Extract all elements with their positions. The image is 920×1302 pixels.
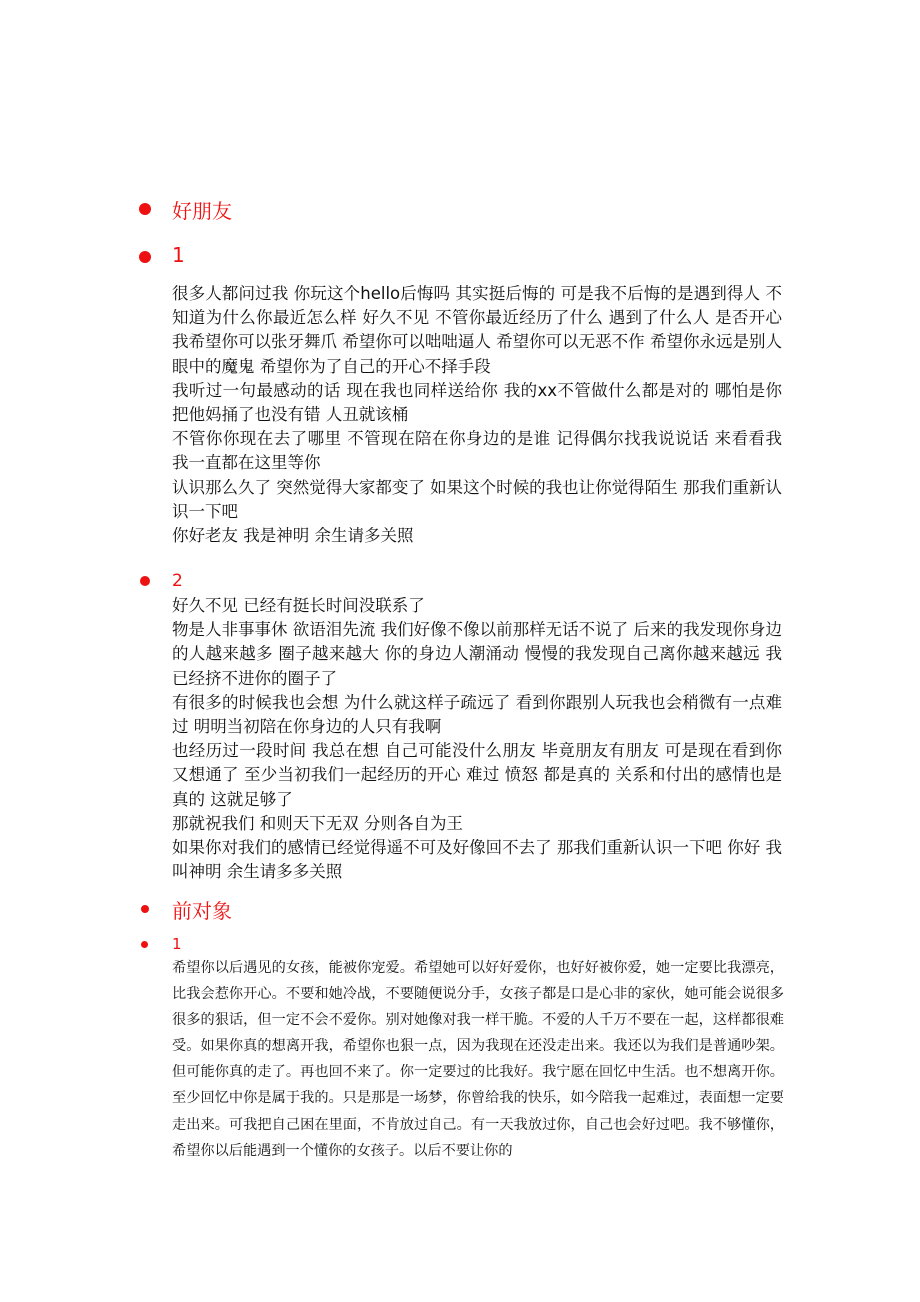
paragraph: 很多人都问过我 你玩这个hello后悔吗 其实挺后悔的 可是我不后悔的是遇到得人 不知道为什么你最近怎么样 好久不见 不管你最近经历了什么 遇到了什么人 是否开心 我希望你可以张牙舞爪 希望你可以咄咄逼人 希望你可以无恶不作 希望你永远是别人眼中的魔鬼 希望你为了自己的开心不择手段 (172, 284, 782, 376)
paragraph: 希望你以后遇见的女孩，能被你宠爱。希望她可以好好爱你，也好好被你爱，她一定要比我漂亮，比我会惹你开心。不要和她冷战，不要随便说分手，女孩子都是口是心非的家伙，她可能会说很多很多的狠话，但一定不会不爱你。别对她像对我一样干脆。不爱的人千万不要在一起，这样都很难受。如果你真的想离开我，希望你也狠一点，因为我现在还没走出来。我还以为我们是普通吵架。但可能你真的走了。再也回不来了。你一定要过的比我好。我宁愿在回忆中生活。也不想离开你。至少回忆中你是属于我的。只是那是一场梦，你曾给我的快乐，如今陪我一起难过，表面想一定要走出来。可我把自己困在里面，不肯放过自己。有一天我放过你，自己也会好过吧。我不够懂你，希望你以后能遇到一个懂你的女孩子。以后不要让你的 (172, 960, 784, 1159)
paragraph: 不管你你现在去了哪里 不管现在陪在你身边的是谁 记得偶尔找我说说话 来看看我 我一直都在这里等你 (172, 429, 782, 473)
paragraph: 也经历过一段时间 我总在想 自己可能没什么朋友 毕竟朋友有朋友 可是现在看到你又想通了 至少当初我们一起经历的开心 难过 愤怒 都是真的 关系和付出的感情也是真的 这就足够了 (172, 741, 782, 809)
bullet-icon (141, 905, 149, 913)
paragraph: 有很多的时候我也会想 为什么就这样子疏远了 看到你跟别人玩我也会稍微有一点难过 明明当初陪在你身边的人只有我啊 (172, 692, 782, 737)
item-number-row (0, 935, 920, 955)
section-heading: 前对象 (172, 899, 232, 923)
section-heading: 好朋友 (172, 199, 232, 223)
item-number: 1 (172, 243, 185, 267)
paragraph: 物是人非事事休 欲语泪先流 我们好像不像以前那样无话不说了 后来的我发现你身边的人越来越多 圈子越来越大 你的身边人潮涌动 慢慢的我发现自己离你越来越远 我已经挤不进你的圈子了 (172, 620, 782, 688)
paragraph: 好久不见 已经有挺长时间没联系了 (172, 596, 425, 615)
section-heading-row (0, 196, 920, 224)
bullet-icon (140, 576, 150, 586)
item-number-row (0, 571, 920, 593)
item-body (172, 955, 784, 1164)
bullet-icon (141, 941, 148, 948)
item-number: 2 (172, 571, 183, 591)
paragraph: 那就祝我们 和则天下无双 分则各自为王 (172, 813, 463, 833)
section-heading-row (0, 896, 920, 924)
bullet-icon (139, 203, 151, 215)
paragraph: 你好老友 我是神明 余生请多关照 (172, 526, 414, 546)
paragraph: 我听过一句最感动的话 现在我也同样送给你 我的xx不管做什么都是对的 哪怕是你把他妈捅了也没有错 人丑就该桶 (172, 380, 782, 425)
item-number: 1 (172, 935, 182, 953)
item-body (172, 594, 782, 884)
item-body (172, 282, 782, 548)
paragraph: 认识那么久了 突然觉得大家都变了 如果这个时候的我也让你觉得陌生 那我们重新认识一下吧 (172, 477, 782, 521)
bullet-icon (139, 251, 151, 263)
paragraph: 如果你对我们的感情已经觉得遥不可及好像回不去了 那我们重新认识一下吧 你好 我叫神明 余生请多多关照 (172, 838, 782, 882)
item-number-row (0, 244, 920, 272)
